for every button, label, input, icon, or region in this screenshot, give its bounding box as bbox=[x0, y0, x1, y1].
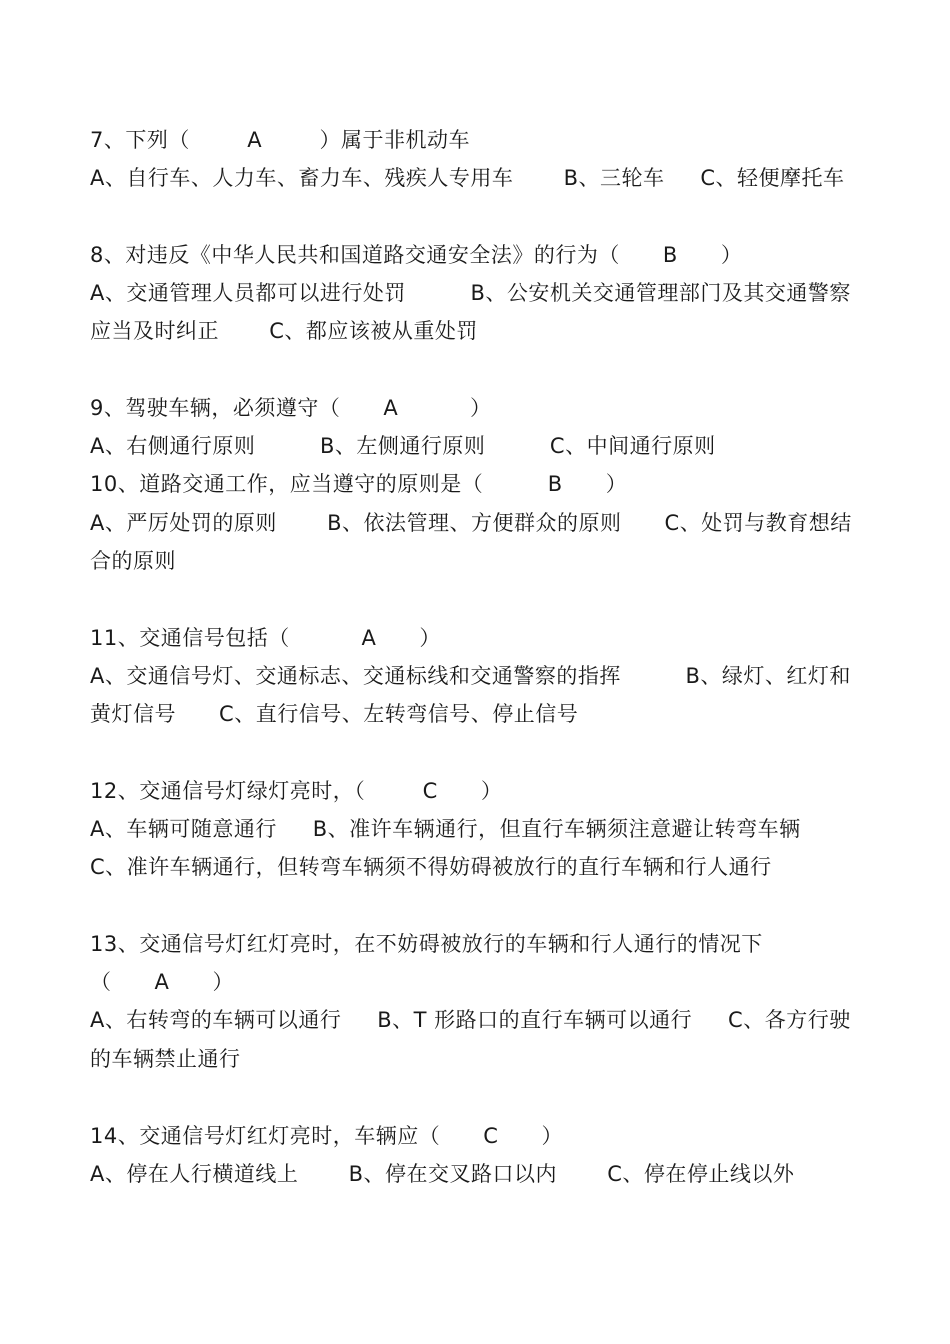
question-10-options: A、严厉处罚的原则 B、依法管理、方便群众的原则 C、处罚与教育想结 bbox=[90, 511, 852, 535]
question-7-stem: 7、下列（ A ）属于非机动车 bbox=[90, 128, 471, 152]
question-13-answer: （ A ） bbox=[90, 970, 234, 994]
question-10-options-cont: 合的原则 bbox=[90, 549, 176, 573]
question-12-options: A、车辆可随意通行 B、准许车辆通行，但直行车辆须注意避让转弯车辆 bbox=[90, 817, 801, 841]
question-14-stem: 14、交通信号灯红灯亮时，车辆应（ C ） bbox=[90, 1124, 563, 1148]
question-13-options-cont: 的车辆禁止通行 bbox=[90, 1047, 241, 1071]
question-11-stem: 11、交通信号包括（ A ） bbox=[90, 626, 441, 650]
question-12-stem: 12、交通信号灯绿灯亮时，（ C ） bbox=[90, 779, 503, 803]
question-11-options: A、交通信号灯、交通标志、交通标线和交通警察的指挥 B、绿灯、红灯和 bbox=[90, 664, 851, 688]
question-14-options: A、停在人行横道线上 B、停在交叉路口以内 C、停在停止线以外 bbox=[90, 1162, 795, 1186]
question-10-stem: 10、道路交通工作，应当遵守的原则是（ B ） bbox=[90, 472, 628, 496]
question-8-options: A、交通管理人员都可以进行处罚 B、公安机关交通管理部门及其交通警察 bbox=[90, 281, 851, 305]
question-13-options: A、右转弯的车辆可以通行 B、T 形路口的直行车辆可以通行 C、各方行驶 bbox=[90, 1008, 851, 1032]
question-11-options-cont: 黄灯信号 C、直行信号、左转弯信号、停止信号 bbox=[90, 702, 579, 726]
question-13-stem: 13、交通信号灯红灯亮时，在不妨碍被放行的车辆和行人通行的情况下 bbox=[90, 932, 763, 956]
question-9-stem: 9、驾驶车辆，必须遵守（ A ） bbox=[90, 396, 492, 420]
question-8-options-cont: 应当及时纠正 C、都应该被从重处罚 bbox=[90, 319, 478, 343]
question-9-options: A、右侧通行原则 B、左侧通行原则 C、中间通行原则 bbox=[90, 434, 716, 458]
question-7-options: A、自行车、人力车、畜力车、残疾人专用车 B、三轮车 C、轻便摩托车 bbox=[90, 166, 845, 190]
question-12-options-cont: C、准许车辆通行，但转弯车辆须不得妨碍被放行的直行车辆和行人通行 bbox=[90, 855, 772, 879]
question-8-stem: 8、对违反《中华人民共和国道路交通安全法》的行为（ B ） bbox=[90, 243, 743, 267]
